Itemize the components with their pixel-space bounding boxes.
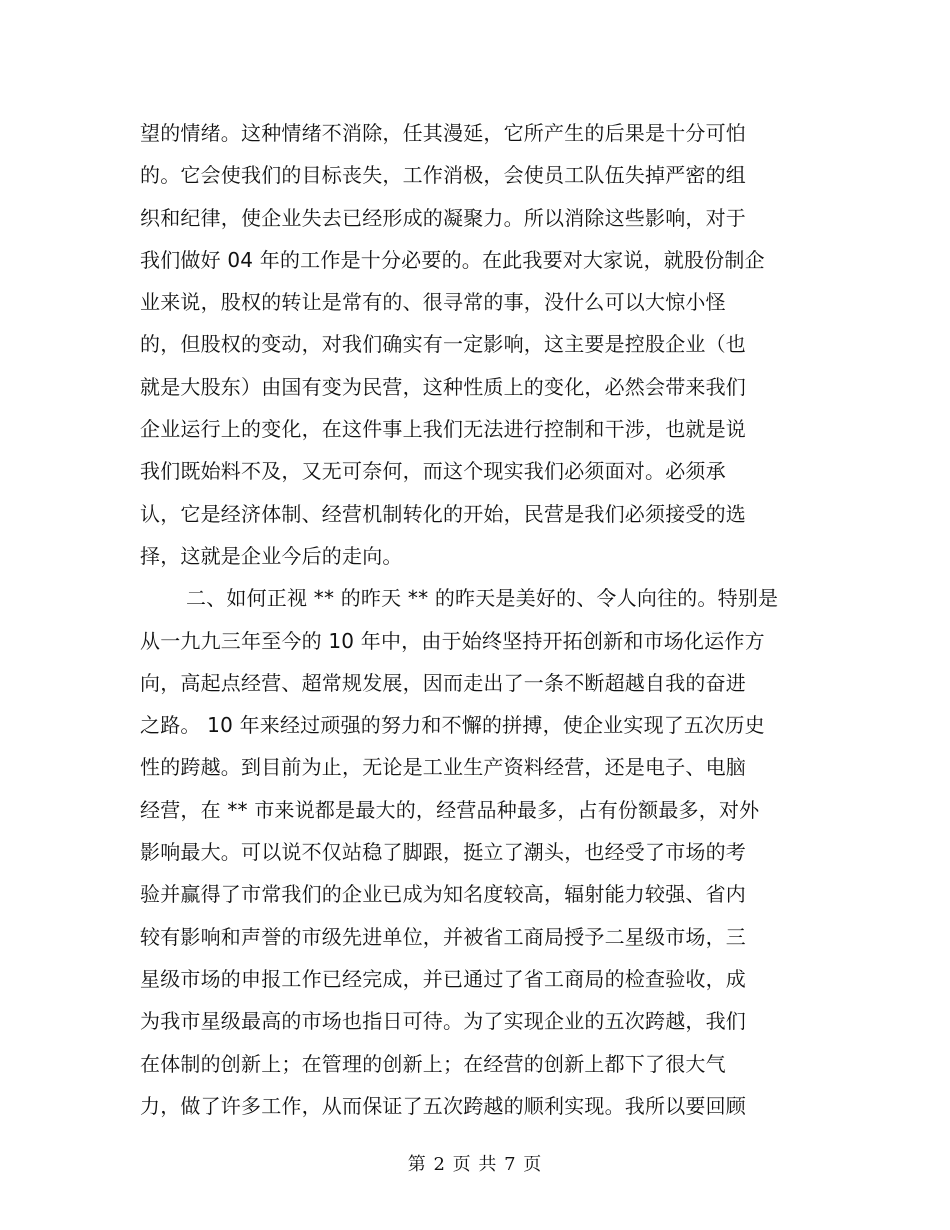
text-line: 的，但股权的变动，对我们确实有一定影响，这主要是控股企业（也: [140, 332, 746, 357]
text-line: 的。它会使我们的目标丧失，工作消极，会使员工队伍失掉严密的组: [140, 163, 746, 188]
text-line: 之路。 10 年来经过顽强的努力和不懈的拼搏，使企业实现了五次历史: [140, 713, 765, 738]
text-line: 经营，在 ** 市来说都是最大的，经营品种最多，占有份额最多，对外: [140, 797, 760, 822]
text-line: 企业运行上的变化，在这件事上我们无法进行控制和干涉，也就是说: [140, 417, 746, 442]
text-line: 业来说，股权的转让是常有的、很寻常的事，没什么可以大惊小怪: [140, 290, 726, 315]
text-line: 我们做好 04 年的工作是十分必要的。在此我要对大家说，就股份制企: [140, 247, 765, 272]
text-line: 向，高起点经营、超常规发展，因而走出了一条不断超越自我的奋进: [140, 670, 746, 695]
text-line: 星级市场的申报工作已经完成，并已通过了省工商局的检查验收，成: [140, 966, 746, 991]
text-line: 望的情绪。这种情绪不消除，任其漫延，它所产生的后果是十分可怕: [140, 121, 746, 145]
text-line: 从一九九三年至今的 10 年中，由于始终坚持开拓创新和市场化运作方: [140, 628, 765, 653]
text-line: 就是大股东）由国有变为民营，这种性质上的变化，必然会带来我们: [140, 374, 746, 399]
text-line: 性的跨越。到目前为止，无论是工业生产资料经营，还是电子、电脑: [140, 755, 746, 780]
text-line: 为我市星级最高的市场也指日可待。为了实现企业的五次跨越，我们: [140, 1009, 746, 1034]
text-line: 在体制的创新上；在管理的创新上；在经营的创新上都下了很大气: [140, 1051, 726, 1076]
body-text: [140, 112, 800, 1127]
text-line: 影响最大。可以说不仅站稳了脚跟，挺立了潮头，也经受了市场的考: [140, 840, 746, 865]
text-line: 织和纪律，使企业失去已经形成的凝聚力。所以消除这些影响，对于: [140, 205, 746, 230]
text-line: 较有影响和声誉的市级先进单位，并被省工商局授予二星级市场，三: [140, 924, 746, 949]
text-line: 验并赢得了市常我们的企业已成为知名度较高，辐射能力较强、省内: [140, 882, 746, 907]
text-line: 认，它是经济体制、经营机制转化的开始，民营是我们必须接受的选: [140, 501, 746, 526]
page-number-footer: 第 2 页 共 7 页: [407, 1154, 543, 1175]
text-line: 力，做了许多工作，从而保证了五次跨越的顺利实现。我所以要回顾: [140, 1093, 746, 1118]
section-heading-line: 二、如何正视 ** 的昨天 ** 的昨天是美好的、令人向往的。特别是: [186, 586, 779, 611]
text-line: 择，这就是企业今后的走向。: [140, 543, 403, 568]
text-line: 我们既始料不及，又无可奈何，而这个现实我们必须面对。必须承: [140, 459, 726, 484]
